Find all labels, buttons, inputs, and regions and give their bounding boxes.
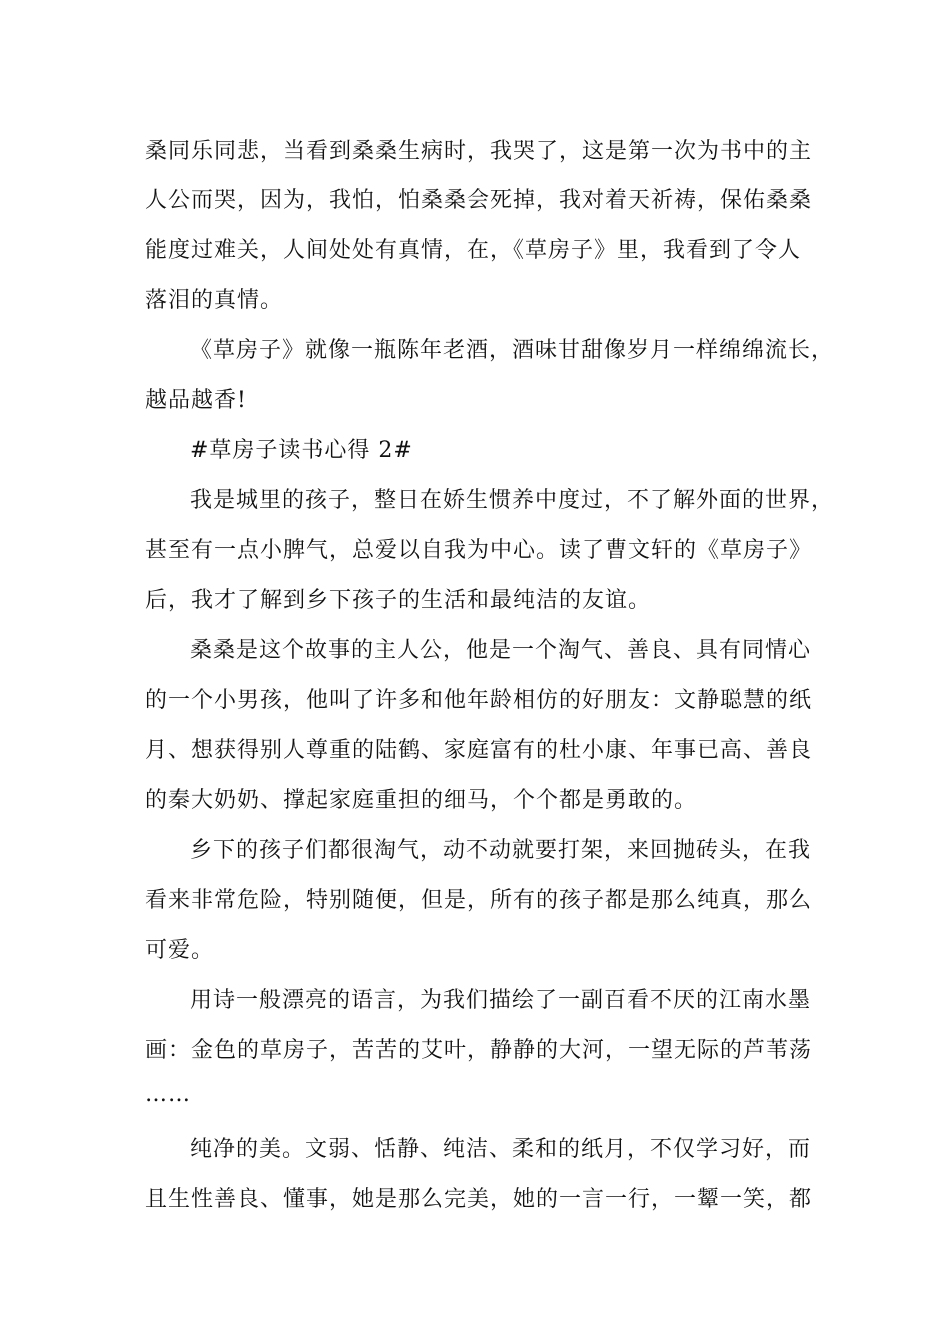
paragraph-first-line: 用诗一般漂亮的语言，为我们描绘了一副百看不厌的江南水墨 xyxy=(190,988,812,1013)
paragraph-first-line: 乡下的孩子们都很淘气，动不动就要打架，来回抛砖头，在我 xyxy=(190,838,812,863)
text-line: 能度过难关，人间处处有真情，在，《草房子》里，我看到了令人 xyxy=(145,238,802,263)
paragraph-first-line: 桑桑是这个故事的主人公，他是一个淘气、善良、具有同情心 xyxy=(190,638,812,663)
section-heading: #草房子读书心得 2# xyxy=(190,438,413,463)
text-line: 人公而哭，因为，我怕，怕桑桑会死掉，我对着天祈祷，保佑桑桑 xyxy=(145,188,813,213)
paragraph-first-line: 我是城里的孩子，整日在娇生惯养中度过，不了解外面的世界， xyxy=(190,488,835,513)
text-line: 可爱。 xyxy=(145,938,215,963)
text-line: 看来非常危险，特别随便，但是，所有的孩子都是那么纯真，那么 xyxy=(145,888,813,913)
text-line: 画：金色的草房子，苦苦的艾叶，静静的大河，一望无际的芦苇荡 xyxy=(145,1038,813,1063)
text-line: 的一个小男孩，他叫了许多和他年龄相仿的好朋友：文静聪慧的纸 xyxy=(145,688,813,713)
paragraph-first-line: 《草房子》就像一瓶陈年老酒，酒味甘甜像岁月一样绵绵流长， xyxy=(190,338,835,363)
text-line: 越品越香! xyxy=(145,388,247,413)
text-line: 桑同乐同悲，当看到桑桑生病时，我哭了，这是第一次为书中的主 xyxy=(145,139,813,164)
text-line: 落泪的真情。 xyxy=(145,288,284,313)
paragraph-first-line: 纯净的美。文弱、恬静、纯洁、柔和的纸月，不仅学习好，而 xyxy=(190,1137,812,1162)
text-line: 甚至有一点小脾气，总爱以自我为中心。读了曹文轩的《草房子》 xyxy=(145,538,813,563)
text-line: 月、想获得别人尊重的陆鹤、家庭富有的杜小康、年事已高、善良 xyxy=(145,738,813,763)
text-line: …… xyxy=(145,1082,191,1107)
text-line: 且生性善良、懂事，她是那么完美，她的一言一行，一颦一笑，都 xyxy=(145,1187,813,1212)
text-line: 后，我才了解到乡下孩子的生活和最纯洁的友谊。 xyxy=(145,588,652,613)
text-line: 的秦大奶奶、撑起家庭重担的细马，个个都是勇敢的。 xyxy=(145,788,698,813)
